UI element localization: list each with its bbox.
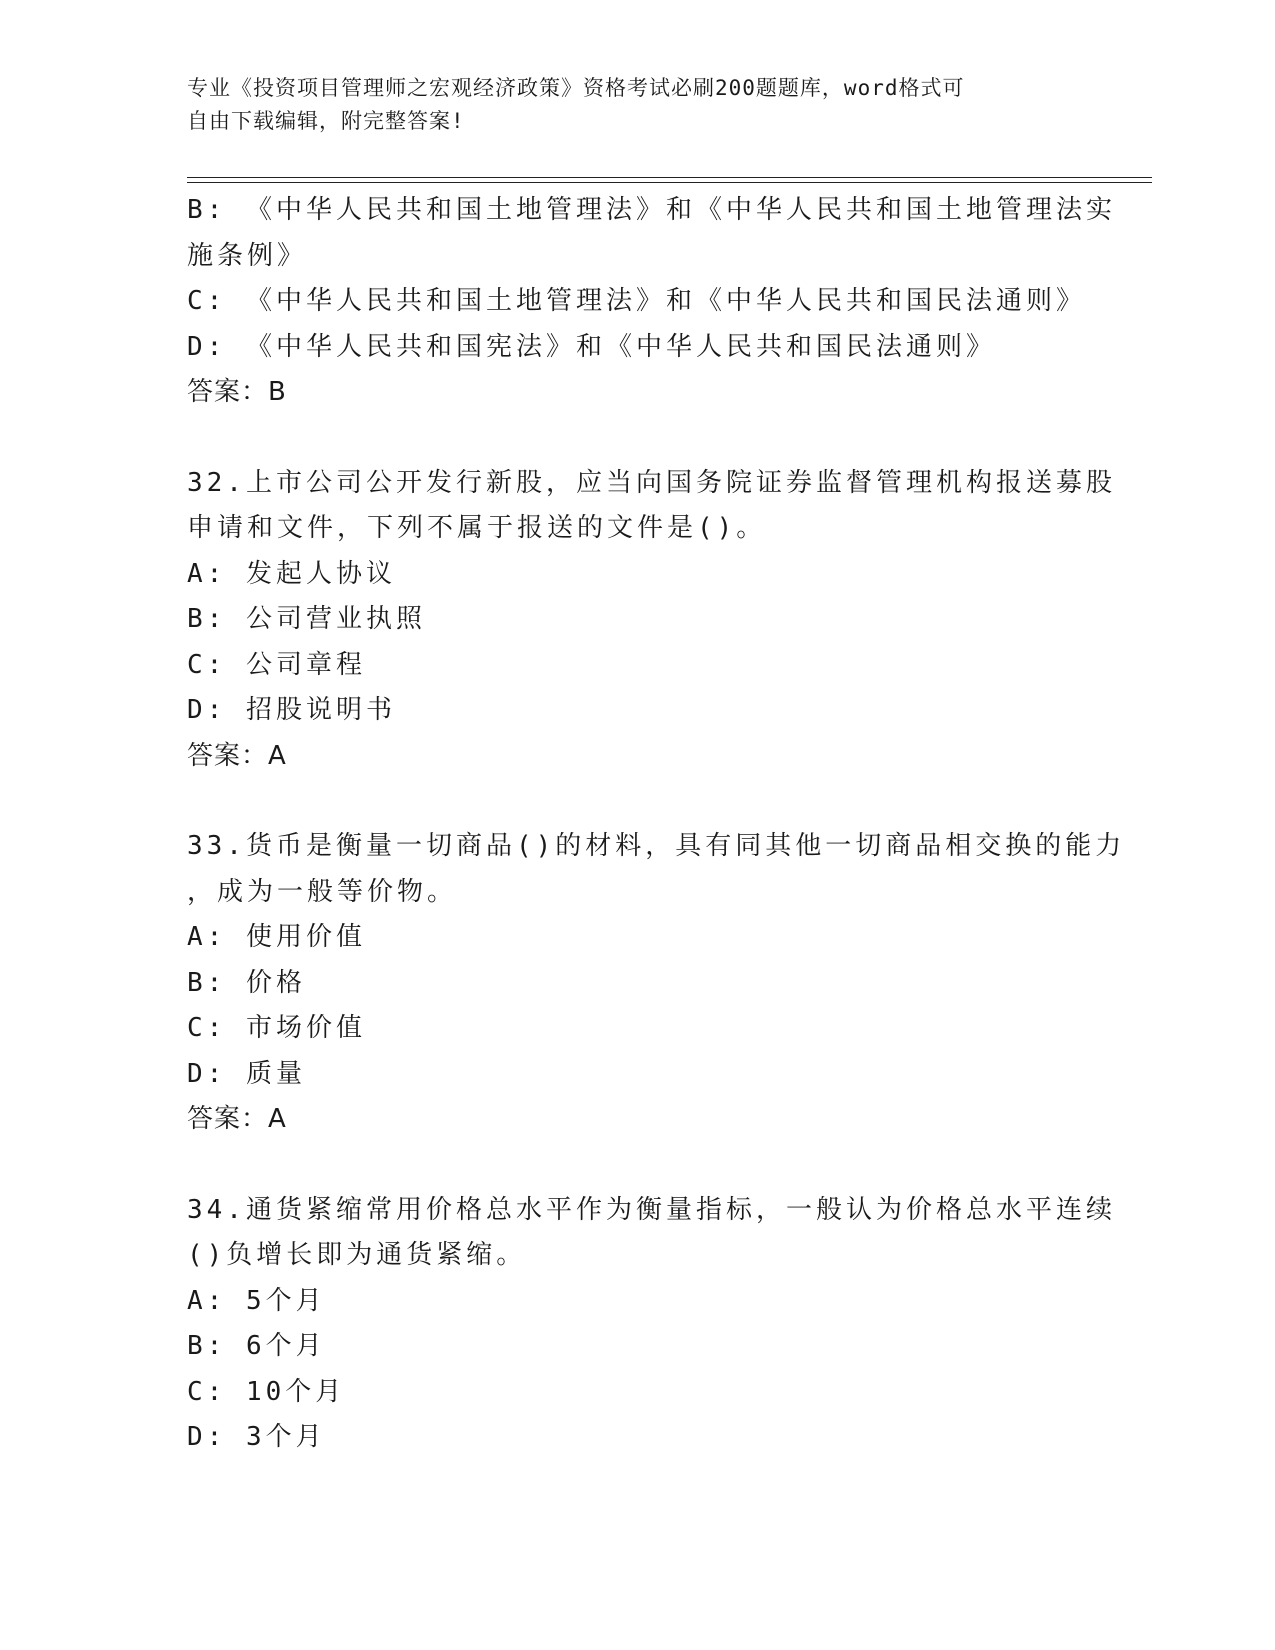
header-divider-top [187, 177, 1152, 178]
question-content [187, 188, 1126, 1461]
question-stem-line-2: ，成为一般等价物。 [187, 876, 458, 907]
option-d: D: 质量 [187, 1058, 306, 1089]
question-stem-line-2: ()负增长即为通货紧缩。 [187, 1240, 527, 1270]
option-b: B: 价格 [187, 967, 306, 998]
option-b: B: 6个月 [187, 1331, 326, 1361]
question-stem-line-1: 32.上市公司公开发行新股，应当向国务院证券监督管理机构报送募股 [187, 467, 1116, 498]
option-d: D: 招股说明书 [187, 695, 396, 725]
question-31-continued [187, 188, 1116, 416]
option-c: C: 公司章程 [187, 649, 366, 680]
answer: 答案：A [187, 740, 287, 771]
answer: 答案：B [187, 377, 287, 407]
answer: 答案：A [187, 1104, 287, 1134]
document-header [187, 72, 1067, 138]
option-d: D: 3个月 [187, 1422, 326, 1452]
option-c: C: 10个月 [187, 1376, 346, 1407]
option-b-line-1: B: 《中华人民共和国土地管理法》和《中华人民共和国土地管理法实 [187, 195, 1116, 225]
option-b-line-2: 施条例》 [187, 240, 308, 271]
question-stem-line-1: 34.通货紧缩常用价格总水平作为衡量指标，一般认为价格总水平连续 [187, 1194, 1116, 1225]
question-stem-line-2: 申请和文件，下列不属于报送的文件是()。 [187, 513, 767, 543]
option-d: D: 《中华人民共和国宪法》和《中华人民共和国民法通则》 [187, 331, 996, 362]
header-line-1: 专业《投资项目管理师之宏观经济政策》资格考试必刷200题题库，word格式可 [187, 76, 965, 100]
option-a: A: 使用价值 [187, 922, 366, 952]
header-divider-bottom [187, 182, 1152, 183]
question-stem-line-1: 33.货币是衡量一切商品()的材料，具有同其他一切商品相交换的能力 [187, 831, 1126, 861]
question-32 [187, 461, 1116, 780]
option-a: A: 5个月 [187, 1285, 326, 1316]
option-a: A: 发起人协议 [187, 558, 396, 589]
header-line-2: 自由下载编辑，附完整答案! [187, 109, 465, 133]
option-c: C: 市场价值 [187, 1013, 366, 1043]
question-33 [187, 824, 1126, 1143]
option-b: B: 公司营业执照 [187, 604, 426, 634]
option-c: C: 《中华人民共和国土地管理法》和《中华人民共和国民法通则》 [187, 286, 1086, 316]
question-34 [187, 1188, 1116, 1461]
